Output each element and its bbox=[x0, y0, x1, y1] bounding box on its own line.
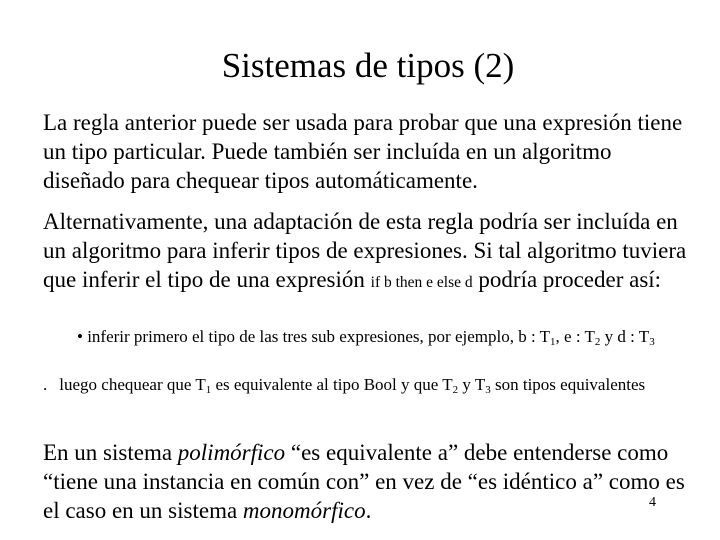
bullet-2-text-a: luego chequear que T bbox=[55, 375, 206, 394]
term-polimorfico: polimórfico bbox=[177, 440, 286, 465]
bullet-1-text-a: inferir primero el tipo de las tres sub expresiones, por ejemplo, b : T bbox=[82, 327, 551, 346]
bullet-2-text-c: y T bbox=[458, 375, 486, 394]
subscript: 3 bbox=[649, 336, 655, 348]
bullet-item-2 bbox=[43, 373, 693, 397]
bullet-marker: • bbox=[77, 327, 83, 346]
paragraph-2-text-after: podría proceder así: bbox=[472, 267, 662, 292]
bullet-1-text-b: , e : T bbox=[555, 327, 595, 346]
subscript: 1 bbox=[205, 384, 212, 396]
paragraph-4-text-b: “es equivalente a” debe entenderse como “tiene una instancia en común con” en vez de “es idéntico a” como es el caso en un sistema bbox=[43, 440, 685, 523]
bullet-marker: . bbox=[43, 375, 48, 394]
bullet-1-text-c: y d : T bbox=[600, 327, 650, 346]
subscript: 1 bbox=[550, 336, 556, 348]
slide-title: Sistemas de tipos (2) bbox=[221, 46, 515, 85]
paragraph-4-text-c: . bbox=[365, 498, 372, 523]
subscript: 2 bbox=[452, 384, 459, 396]
subscript: 2 bbox=[594, 336, 601, 348]
page-number: 4 bbox=[649, 495, 656, 510]
bullet-item-1 bbox=[43, 325, 693, 349]
code-expression: if b then e else d bbox=[370, 274, 473, 291]
paragraph-1: La regla anterior puede ser usada para probar que una expresión tiene un tipo particular. Puede también ser incluída en un algoritmo diseñado para chequear tipos automáticamente. bbox=[43, 110, 683, 193]
bullet-2-text-b: es equivalente al tipo Bool y que T bbox=[211, 375, 453, 394]
paragraph-2 bbox=[43, 207, 693, 297]
bullet-2-text-d: son tipos equivalentes bbox=[490, 375, 646, 394]
subscript: 3 bbox=[485, 384, 491, 396]
paragraph-4 bbox=[43, 438, 693, 525]
paragraph-2-text-before: Alternativamente, una adaptación de esta regla podría ser incluída en un algoritmo para inferir tipos de expresiones. Si tal algoritmo tuviera que inferir el tipo de una expresión bbox=[43, 209, 687, 292]
term-monomorfico: monomórfico bbox=[242, 498, 366, 523]
paragraph-4-text-a: En un sistema bbox=[43, 440, 178, 465]
